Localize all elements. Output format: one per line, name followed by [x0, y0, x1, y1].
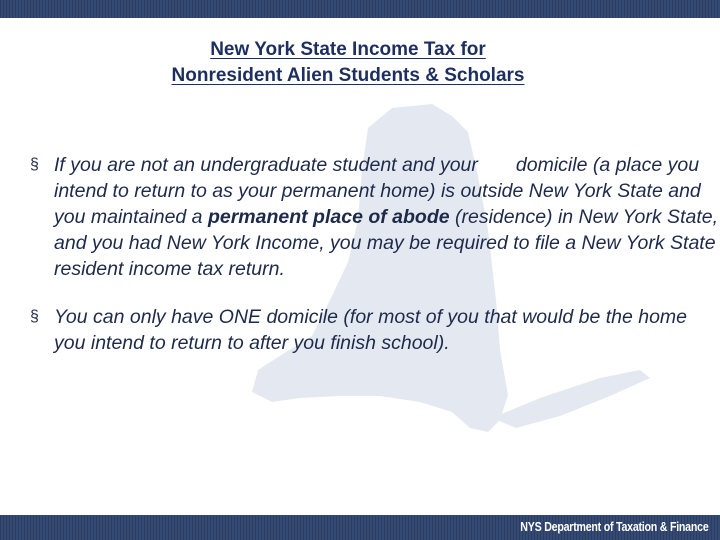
title-line-2: Nonresident Alien Students & Scholars	[171, 65, 525, 86]
bullet-marker-icon: §	[30, 156, 39, 173]
bullet-1-text-c: (residence) in New York State, and you had New York Income, you may be required to file a New York State resident income tax return.	[54, 206, 719, 280]
bullet-list	[30, 152, 720, 356]
footer-agency-name: NYS Department of Taxation & Finance	[519, 519, 708, 534]
bullet-item-2	[30, 304, 720, 356]
bullet-marker-icon: §	[30, 308, 39, 325]
bullet-item-1	[30, 152, 720, 282]
footer-banner	[0, 515, 720, 540]
title-line-1: New York State Income Tax for	[210, 39, 486, 60]
bullet-1-bold-term: permanent place of abode	[207, 206, 450, 228]
bullet-2-text: You can only have ONE domicile (for most of you that would be the home you intend to return to after you finish school).	[54, 306, 688, 354]
slide-title	[0, 37, 696, 89]
bullet-1-text-a: If you are not an undergraduate student and your	[54, 154, 478, 176]
bullet-1-text-b: domicile (a place you intend to return to as your permanent home) is outside New York State and you maintained a	[54, 154, 701, 228]
